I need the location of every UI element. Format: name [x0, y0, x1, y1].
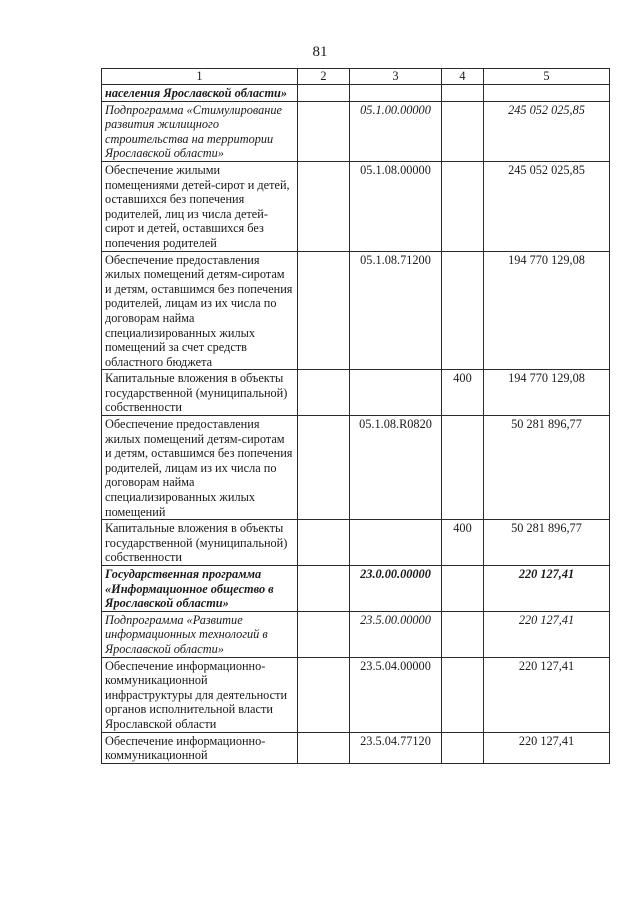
row-name: Подпрограмма «Стимулирование развития жилищного строительства на территории Ярославской области» — [102, 101, 298, 161]
row-amount: 220 127,41 — [484, 611, 610, 657]
row-name: Подпрограмма «Развитие информационных технологий в Ярославской области» — [102, 611, 298, 657]
column-header: 3 — [350, 69, 442, 85]
row-amount: 194 770 129,08 — [484, 251, 610, 370]
table-row — [102, 85, 610, 102]
row-type: 400 — [442, 370, 484, 416]
budget-table — [101, 68, 610, 764]
row-amount: 220 127,41 — [484, 657, 610, 732]
row-col2 — [298, 520, 350, 566]
row-code: 23.5.04.77120 — [350, 732, 442, 763]
row-col2 — [298, 566, 350, 612]
row-col2 — [298, 251, 350, 370]
table-header-row — [102, 69, 610, 85]
table-row — [102, 416, 610, 520]
row-amount: 220 127,41 — [484, 732, 610, 763]
row-code: 05.1.08.00000 — [350, 161, 442, 251]
row-type — [442, 611, 484, 657]
row-amount: 50 281 896,77 — [484, 520, 610, 566]
row-name: Обеспечение жилыми помещениями детей-сирот и детей, оставшихся без попечения родителей, лиц из числа детей-сирот и детей, оставшихся без попечения родителей — [102, 161, 298, 251]
row-type — [442, 85, 484, 102]
row-type — [442, 732, 484, 763]
row-code: 23.5.04.00000 — [350, 657, 442, 732]
row-col2 — [298, 611, 350, 657]
column-header: 1 — [102, 69, 298, 85]
row-type — [442, 657, 484, 732]
table-row — [102, 732, 610, 763]
table-row — [102, 251, 610, 370]
row-code: 05.1.08.R0820 — [350, 416, 442, 520]
row-name: населения Ярославской области» — [102, 85, 298, 102]
row-type — [442, 251, 484, 370]
row-amount: 245 052 025,85 — [484, 101, 610, 161]
column-header: 5 — [484, 69, 610, 85]
row-type: 400 — [442, 520, 484, 566]
row-code: 05.1.08.71200 — [350, 251, 442, 370]
row-col2 — [298, 657, 350, 732]
row-type — [442, 161, 484, 251]
column-header: 4 — [442, 69, 484, 85]
row-col2 — [298, 101, 350, 161]
row-name: Обеспечение предоставления жилых помещений детям-сиротам и детям, оставшимся без попечения родителей, лицам из их числа по договорам найма специализированных жилых помещений за счет средств областного бюджета — [102, 251, 298, 370]
table-row — [102, 611, 610, 657]
row-amount: 50 281 896,77 — [484, 416, 610, 520]
row-amount: 245 052 025,85 — [484, 161, 610, 251]
row-amount — [484, 85, 610, 102]
row-type — [442, 566, 484, 612]
row-code — [350, 520, 442, 566]
row-code — [350, 85, 442, 102]
row-col2 — [298, 370, 350, 416]
table-row — [102, 520, 610, 566]
row-type — [442, 101, 484, 161]
row-col2 — [298, 161, 350, 251]
row-code: 05.1.00.00000 — [350, 101, 442, 161]
table-row — [102, 370, 610, 416]
row-name: Обеспечение информационно-коммуникационной — [102, 732, 298, 763]
row-col2 — [298, 732, 350, 763]
row-name: Обеспечение предоставления жилых помещений детям-сиротам и детям, оставшимся без попечения родителей, лицам из их числа по договорам найма специализированных жилых помещений — [102, 416, 298, 520]
row-name: Капитальные вложения в объекты государственной (муниципальной) собственности — [102, 520, 298, 566]
row-name: Обеспечение информационно-коммуникационной инфраструктуры для деятельности органов исполнительной власти Ярославской области — [102, 657, 298, 732]
row-amount: 220 127,41 — [484, 566, 610, 612]
table-row — [102, 566, 610, 612]
row-col2 — [298, 85, 350, 102]
row-code: 23.5.00.00000 — [350, 611, 442, 657]
table-row — [102, 101, 610, 161]
row-code: 23.0.00.00000 — [350, 566, 442, 612]
table-row — [102, 657, 610, 732]
row-col2 — [298, 416, 350, 520]
row-name: Государственная программа «Информационное общество в Ярославской области» — [102, 566, 298, 612]
table-row — [102, 161, 610, 251]
row-amount: 194 770 129,08 — [484, 370, 610, 416]
column-header: 2 — [298, 69, 350, 85]
row-type — [442, 416, 484, 520]
row-name: Капитальные вложения в объекты государственной (муниципальной) собственности — [102, 370, 298, 416]
page-number: 81 — [312, 44, 328, 60]
row-code — [350, 370, 442, 416]
